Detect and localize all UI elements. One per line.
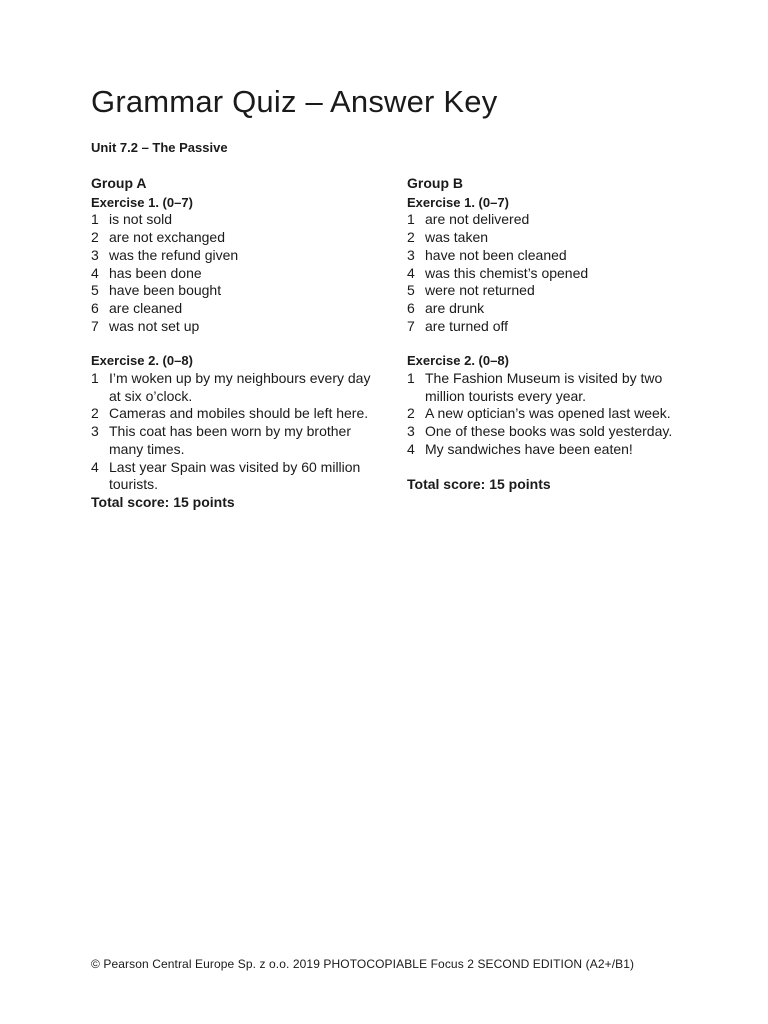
answer-number: 1 xyxy=(91,211,99,228)
answer-text: are cleaned xyxy=(109,299,183,316)
answer-number: 4 xyxy=(407,264,415,281)
answer-text: was the refund given xyxy=(109,246,239,263)
answer-number: 2 xyxy=(91,405,99,422)
answer-item xyxy=(91,265,381,283)
answer-text: were not returned xyxy=(425,282,535,299)
answer-number: 7 xyxy=(407,317,415,334)
group-b-exercise-2-list xyxy=(407,370,697,459)
answer-number: 5 xyxy=(91,282,99,299)
answer-text: I’m woken up by my neighbours every day at six o’clock. xyxy=(109,370,371,404)
answer-text: are drunk xyxy=(425,299,485,316)
answer-item xyxy=(407,211,697,229)
group-a-exercise-2-list xyxy=(91,370,381,494)
unit-heading: Unit 7.2 – The Passive xyxy=(91,140,228,155)
answer-number: 2 xyxy=(407,405,415,422)
answer-number: 2 xyxy=(91,229,99,246)
answer-item xyxy=(91,405,381,423)
answer-item xyxy=(407,265,697,283)
group-a-exercise-1-list xyxy=(91,211,381,335)
page-title: Grammar Quiz – Answer Key xyxy=(91,84,498,119)
group-a-exercise-2-title: Exercise 2. (0–8) xyxy=(91,353,193,369)
answer-item xyxy=(407,247,697,265)
answer-number: 3 xyxy=(407,246,415,263)
answer-number: 4 xyxy=(91,458,99,475)
answer-number: 7 xyxy=(91,317,99,334)
answer-text: are not delivered xyxy=(425,211,530,228)
answer-item xyxy=(407,318,697,336)
answer-number: 2 xyxy=(407,229,415,246)
answer-number: 4 xyxy=(91,264,99,281)
answer-item xyxy=(91,459,381,494)
answer-item xyxy=(407,300,697,318)
answer-number: 6 xyxy=(407,299,415,316)
answer-item xyxy=(407,423,697,441)
answer-text: was not set up xyxy=(109,317,200,334)
answer-text: are turned off xyxy=(425,317,509,334)
answer-item xyxy=(91,300,381,318)
answer-text: have not been cleaned xyxy=(425,246,567,263)
answer-text: was this chemist’s opened xyxy=(425,264,589,281)
group-a-title: Group A xyxy=(91,175,147,191)
answer-item xyxy=(91,211,381,229)
answer-number: 3 xyxy=(407,423,415,440)
answer-item xyxy=(407,229,697,247)
group-b-exercise-2-title: Exercise 2. (0–8) xyxy=(407,353,509,369)
answer-text: was taken xyxy=(425,229,489,246)
group-b-exercise-1-list xyxy=(407,211,697,335)
answer-number: 5 xyxy=(407,282,415,299)
group-b-total-score: Total score: 15 points xyxy=(407,476,551,493)
answer-number: 1 xyxy=(407,370,415,387)
answer-item xyxy=(91,229,381,247)
answer-number: 3 xyxy=(91,423,99,440)
answer-text: My sandwiches have been eaten! xyxy=(425,440,633,457)
answer-item xyxy=(91,247,381,265)
answer-item xyxy=(407,405,697,423)
answer-number: 1 xyxy=(91,370,99,387)
answer-item xyxy=(91,318,381,336)
answer-item xyxy=(407,370,697,405)
answer-number: 4 xyxy=(407,440,415,457)
group-a-column xyxy=(91,175,381,512)
answer-text: One of these books was sold yesterday. xyxy=(425,423,673,440)
answer-text: This coat has been worn by my brother many times. xyxy=(109,423,352,457)
answer-text: Cameras and mobiles should be left here. xyxy=(109,405,369,422)
group-a-total-score: Total score: 15 points xyxy=(91,493,235,510)
answer-number: 3 xyxy=(91,246,99,263)
answer-item xyxy=(91,423,381,458)
answer-item xyxy=(407,282,697,300)
answer-item xyxy=(91,370,381,405)
answer-number: 6 xyxy=(91,299,99,316)
copyright-footer: © Pearson Central Europe Sp. z o.o. 2019 PHOTOCOPIABLE Focus 2 SECOND EDITION (A2+/B1) xyxy=(91,957,635,971)
answer-number: 1 xyxy=(407,211,415,228)
answer-item xyxy=(407,441,697,459)
answer-item xyxy=(91,282,381,300)
answer-text: have been bought xyxy=(109,282,222,299)
answer-text: Last year Spain was visited by 60 million tourists. xyxy=(109,458,361,493)
group-b-title: Group B xyxy=(407,175,463,191)
answer-text: A new optician’s was opened last week. xyxy=(425,405,671,422)
answer-text: The Fashion Museum is visited by two million tourists every year. xyxy=(425,370,663,404)
answer-text: are not exchanged xyxy=(109,229,225,246)
answer-text: is not sold xyxy=(109,211,173,228)
answer-text: has been done xyxy=(109,264,202,281)
group-a-exercise-1-title: Exercise 1. (0–7) xyxy=(91,194,193,210)
group-b-column xyxy=(407,175,697,494)
group-b-exercise-1-title: Exercise 1. (0–7) xyxy=(407,194,509,210)
